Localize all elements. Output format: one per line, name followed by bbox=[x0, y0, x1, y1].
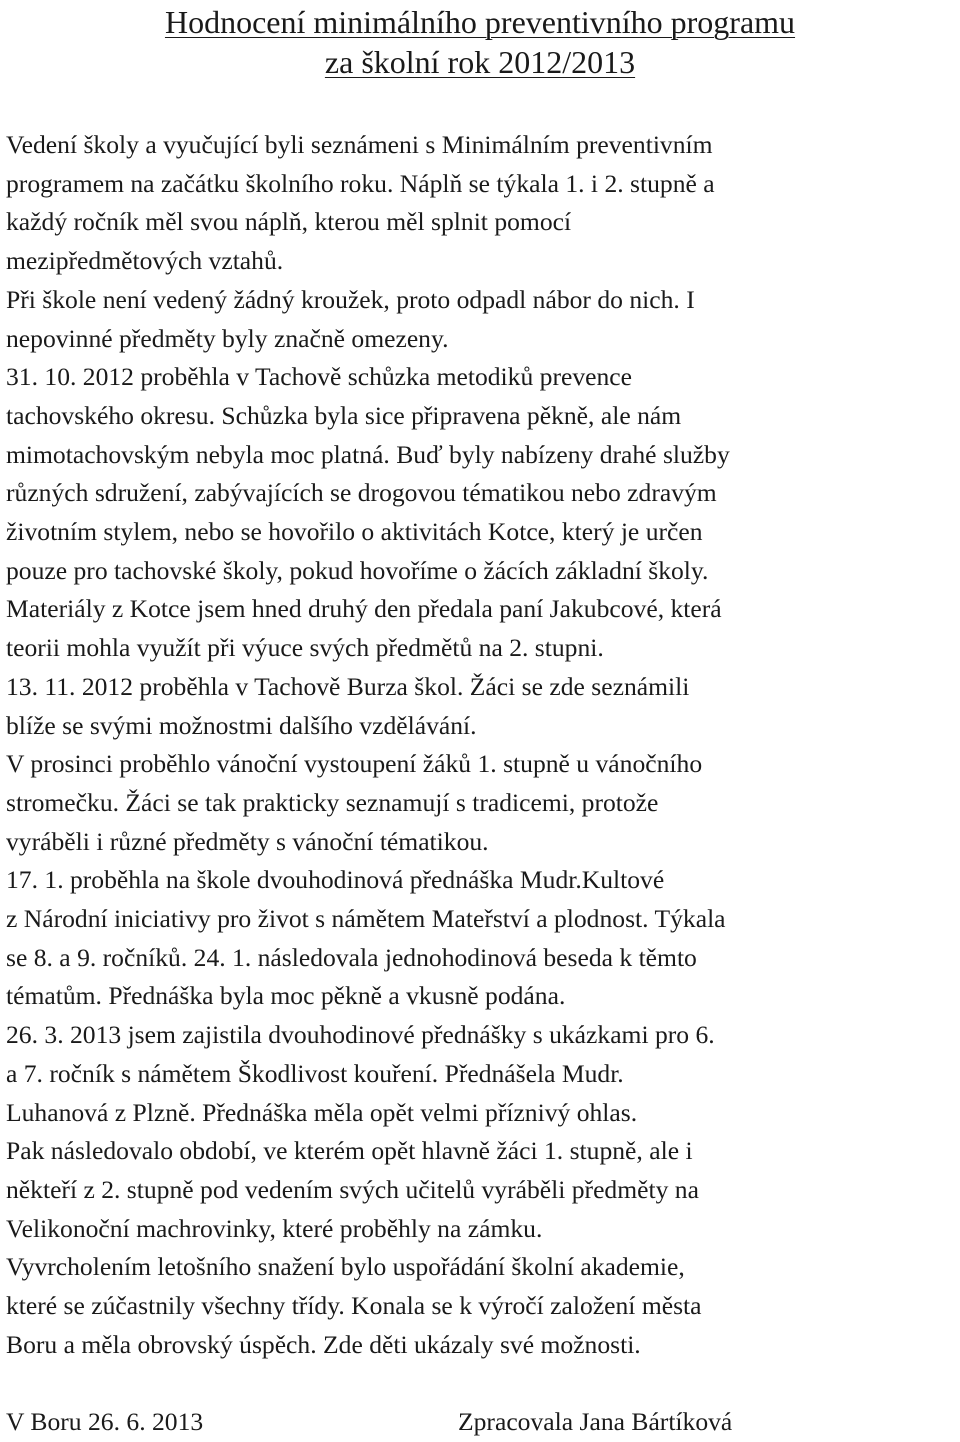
body-line: tématům. Přednáška byla moc pěkně a vkusně podána. bbox=[6, 981, 566, 1011]
document-body bbox=[6, 126, 956, 1365]
body-line: Vedení školy a vyučující byli seznámeni s Minimálním preventivním bbox=[6, 130, 713, 159]
body-line: které se zúčastnily všechny třídy. Konala se k výročí založení města bbox=[6, 1291, 702, 1321]
body-line: tachovského okresu. Schůzka byla sice připravena pěkně, ale nám bbox=[6, 400, 682, 430]
body-line: Materiály z Kotce jsem hned druhý den předala paní Jakubcové, která bbox=[6, 594, 722, 624]
title-line-1: Hodnocení minimálního preventivního programu bbox=[164, 4, 796, 40]
body-line: Pak následovalo období, ve kterém opět hlavně žáci 1. stupně, ale i bbox=[6, 1136, 693, 1166]
body-line: někteří z 2. stupně pod vedením svých učitelů vyráběli předměty na bbox=[6, 1174, 699, 1204]
body-line: každý ročník měl svou náplň, kterou měl splnit pomocí bbox=[6, 207, 572, 237]
body-line: vyráběli i různé předměty s vánoční tématikou. bbox=[6, 826, 489, 856]
body-line: Boru a měla obrovský úspěch. Zde děti ukázaly své možnosti. bbox=[6, 1329, 641, 1359]
body-line: Při škole není vedený žádný kroužek, proto odpadl nábor do nich. I bbox=[6, 284, 695, 314]
body-line: životním stylem, nebo se hovořilo o aktivitách Kotce, který je určen bbox=[6, 517, 703, 547]
body-line: různých sdružení, zabývajících se drogovou tématikou nebo zdravým bbox=[6, 478, 717, 508]
author-name: Zpracovala Jana Bártíková bbox=[458, 1407, 733, 1436]
body-line: pouze pro tachovské školy, pokud hovoříme o žácích základní školy. bbox=[6, 555, 709, 585]
body-line: 26. 3. 2013 jsem zajistila dvouhodinové přednášky s ukázkami pro 6. bbox=[6, 1020, 715, 1050]
title-line-2: za školní rok 2012/2013 bbox=[324, 44, 636, 80]
body-line: teorii mohla využít při výuce svých předmětů na 2. stupni. bbox=[6, 633, 604, 663]
body-line: nepovinné předměty byly značně omezeny. bbox=[6, 323, 449, 353]
body-line: 31. 10. 2012 proběhla v Tachově schůzka metodiků prevence bbox=[6, 362, 633, 392]
body-line: blíže se svými možnostmi dalšího vzdělávání. bbox=[6, 710, 477, 740]
body-line: mezipředmětových vztahů. bbox=[6, 246, 284, 276]
place-date: V Boru 26. 6. 2013 bbox=[6, 1407, 204, 1436]
body-line: stromečku. Žáci se tak prakticky seznamují s tradicemi, protože bbox=[6, 787, 659, 817]
body-line: V prosinci proběhlo vánoční vystoupení žáků 1. stupně u vánočního bbox=[6, 749, 703, 779]
body-line: a 7. ročník s námětem Škodlivost kouření. Přednášela Mudr. bbox=[6, 1058, 624, 1088]
body-line: 17. 1. proběhla na škole dvouhodinová přednáška Mudr.Kultové bbox=[6, 865, 665, 895]
body-line: Vyvrcholením letošního snažení bylo uspořádání školní akademie, bbox=[6, 1252, 685, 1282]
body-line: se 8. a 9. ročníků. 24. 1. následovala jednohodinová beseda k těmto bbox=[6, 942, 697, 972]
body-line: programem na začátku školního roku. Náplň se týkala 1. i 2. stupně a bbox=[6, 168, 715, 198]
body-line: Velikonoční machrovinky, které proběhly na zámku. bbox=[6, 1213, 543, 1243]
body-line: Luhanová z Plzně. Přednáška měla opět velmi příznivý ohlas. bbox=[6, 1097, 638, 1127]
body-line: z Národní iniciativy pro život s námětem Mateřství a plodnost. Týkala bbox=[6, 904, 726, 934]
body-line: 13. 11. 2012 proběhla v Tachově Burza škol. Žáci se zde seznámili bbox=[6, 671, 690, 701]
document-title bbox=[0, 0, 960, 82]
body-line: mimotachovským nebyla moc platná. Buď byly nabízeny drahé služby bbox=[6, 439, 730, 469]
